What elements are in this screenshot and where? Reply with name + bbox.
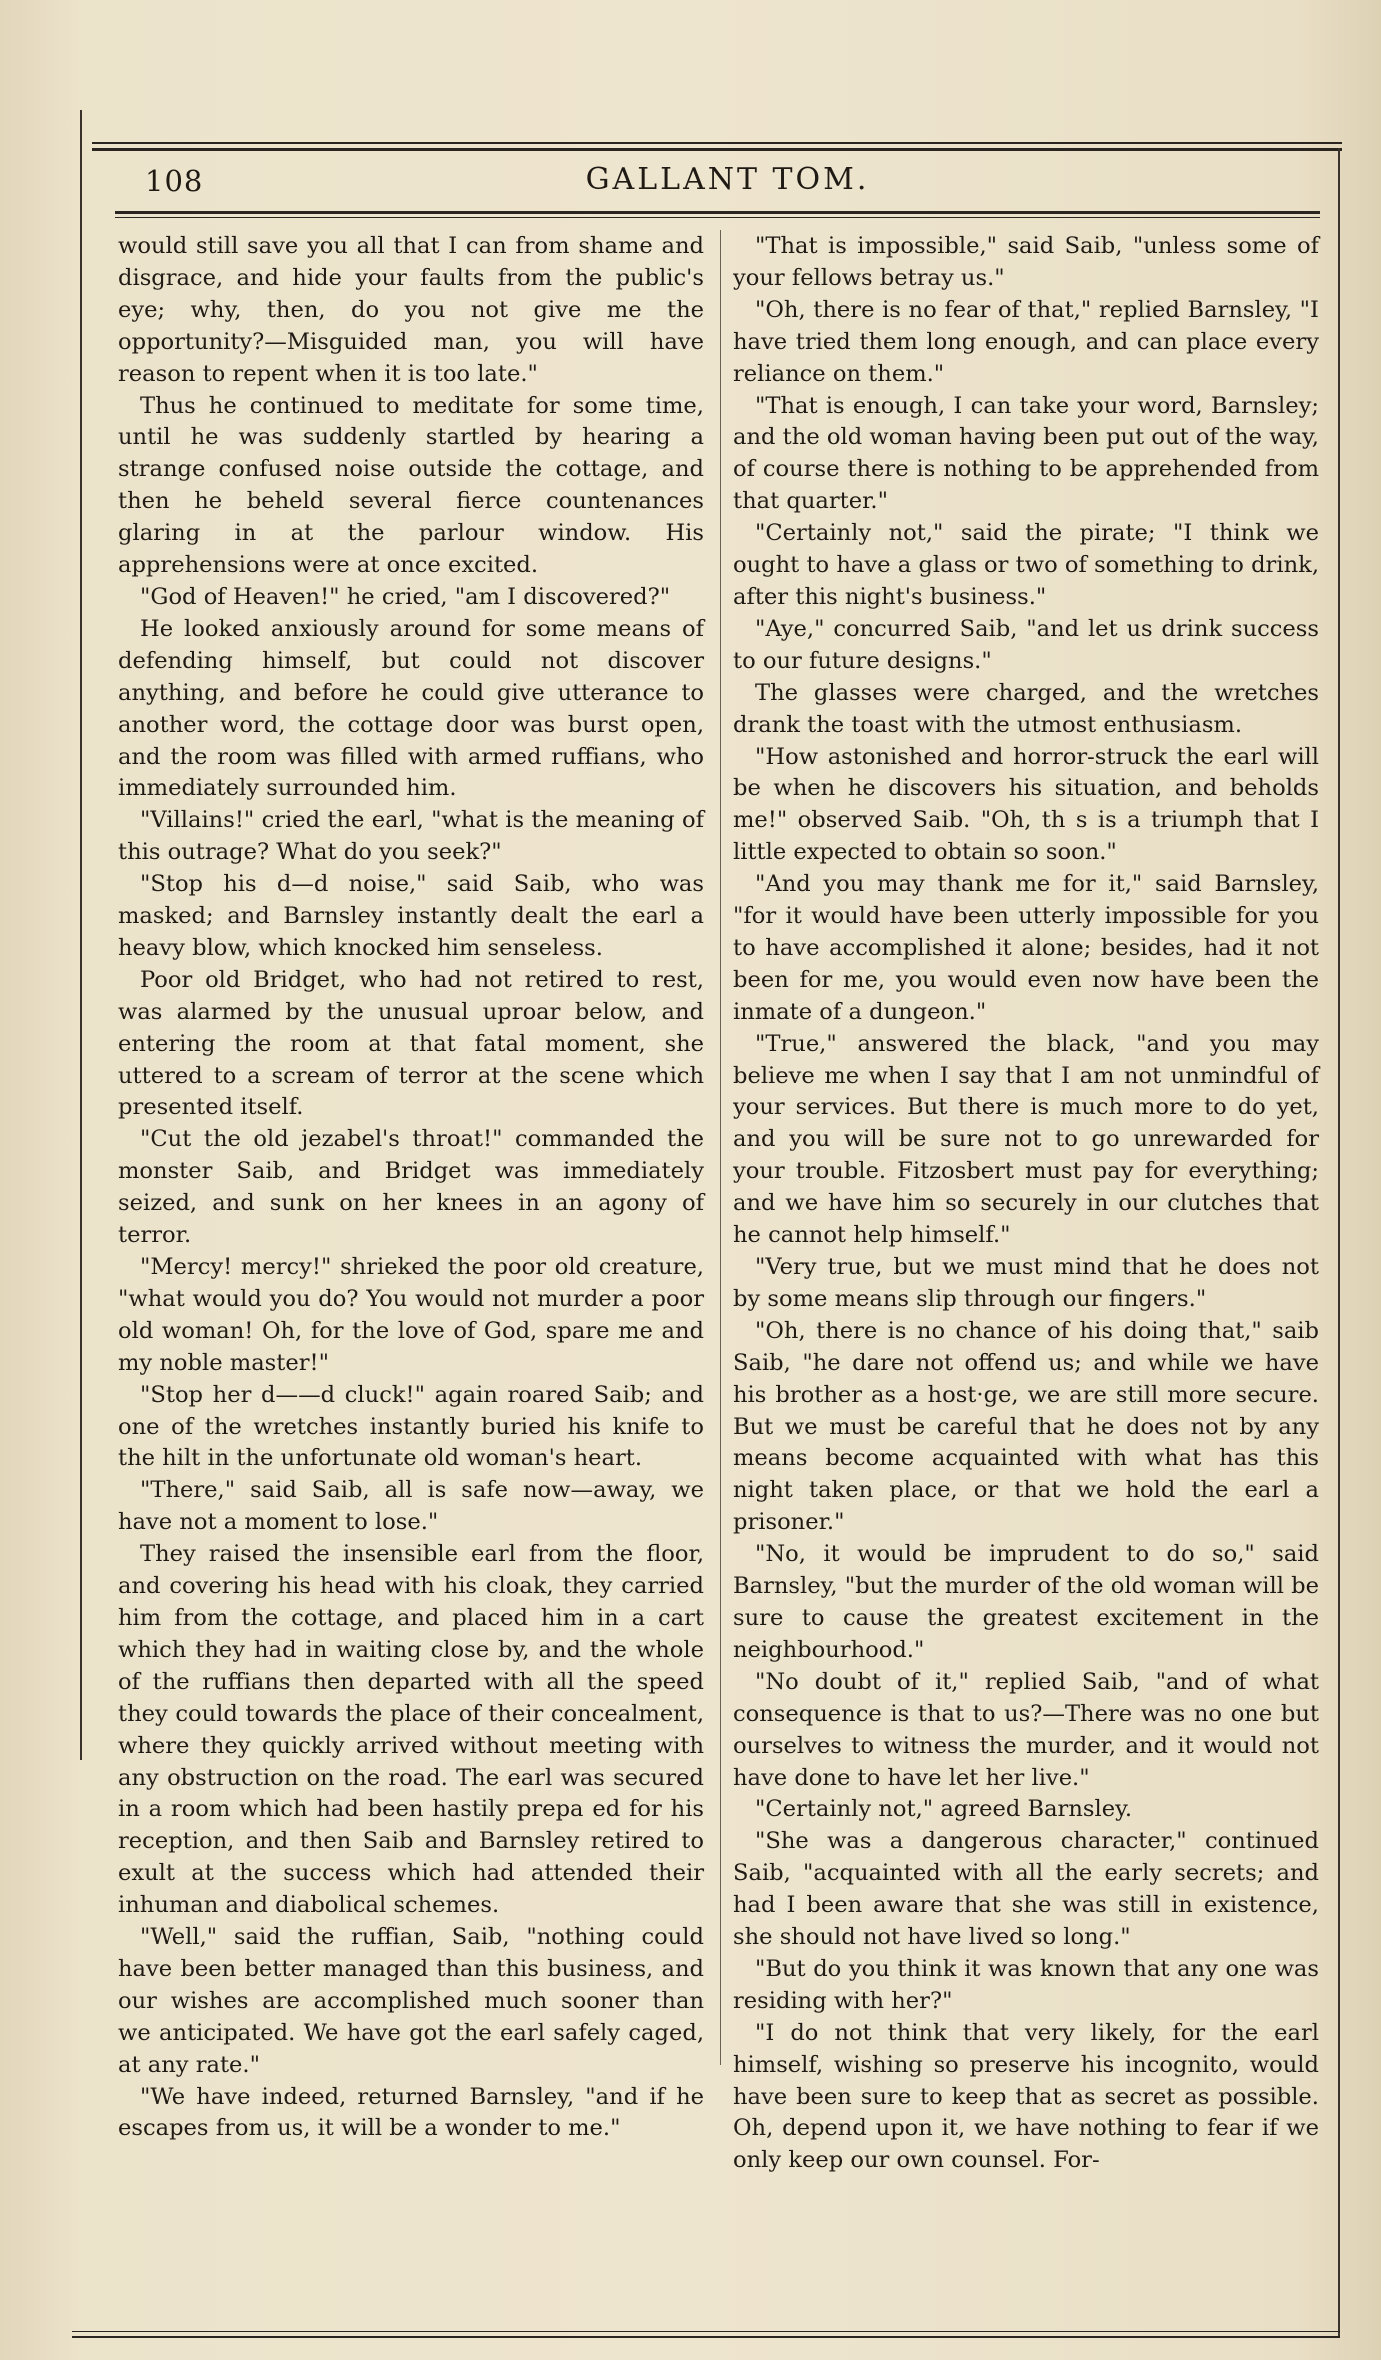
- paragraph: They raised the insensible earl from the floor, and covering his head with his cloak, they carried him from the cottage, and placed him in a cart which they had in waiting close by, and the whole of the ruffians then departed with all the speed they could towards the place of their concealment, where they quickly arrived without meeting with any obstruction on the road. The earl was secured in a room which had been hastily prepa ed for his reception, and then Saib and Barnsley retired to exult at the success which had attended their inhuman and diabolical schemes.: [118, 1541, 704, 1919]
- paragraph: "That is impossible," said Saib, "unless some of your fellows betray us.": [733, 233, 1319, 291]
- paragraph: "Oh, there is no chance of his doing that," saib Saib, "he dare not offend us; and while we have his brother as a host·ge, we are still more secure. But we must be careful that he does not by any means become acquainted with what has this night taken place, or that we hold the earl a prisoner.": [733, 1317, 1319, 1536]
- paragraph: "No doubt of it," replied Saib, "and of what consequence is that to us?—There was no one but ourselves to witness the murder, and it would not have done to have let her live.": [733, 1668, 1319, 1791]
- paragraph: "But do you think it was known that any one was residing with her?": [733, 1955, 1319, 2014]
- paragraph: "Stop his d—d noise," said Saib, who was masked; and Barnsley instantly dealt the earl a heavy blow, which knocked him senseless.: [118, 871, 704, 961]
- right-column: [733, 231, 1319, 2177]
- paragraph: "Villains!" cried the earl, "what is the meaning of this outrage? What do you seek?": [118, 807, 704, 866]
- left-column: [118, 231, 704, 2145]
- paragraph: Poor old Bridget, who had not retired to rest, was alarmed by the unusual uproar below, and entering the room at that fatal moment, she uttered to a scream of terror at the scene which presented itself.: [118, 966, 704, 1121]
- paragraph: would still save you all that I can from shame and disgrace, and hide your faults from the public's eye; why, then, do you not give me the opportunity?—Misguided man, you will have reason to repent when it is too late.": [118, 233, 704, 387]
- paragraph: "Stop her d——d cluck!" again roared Saib; and one of the wretches instantly buried his knife to the hilt in the unfortunate old woman's heart.: [118, 1381, 704, 1472]
- paragraph: "Mercy! mercy!" shrieked the poor old creature, "what would you do? You would not murder a poor old woman! Oh, for the love of God, spare me and my noble master!": [118, 1254, 704, 1376]
- paragraph: "And you may thank me for it," said Barnsley, "for it would have been utterly impossible for you to have accomplished it alone; besides, had it not been for me, you would even now have been the inmate of a dungeon.": [733, 871, 1319, 1025]
- paragraph: "No, it would be imprudent to do so," said Barnsley, "but the murder of the old woman will be sure to cause the greatest excitement in the neighbourhood.": [733, 1541, 1319, 1663]
- paragraph: "Certainly not," said the pirate; "I think we ought to have a glass or two of something to drink, after this night's business.": [733, 520, 1319, 610]
- paragraph: "Well," said the ruffian, Saib, "nothing could have been better managed than this business, and our wishes are accomplished much sooner than we anticipated. We have got the earl safely caged, at any rate.": [118, 1924, 704, 2078]
- paragraph: "Cut the old jezabel's throat!" commanded the monster Saib, and Bridget was immediately seized, and sunk on her knees in an agony of terror.: [118, 1126, 704, 1249]
- bottom-rule-thick: [72, 2336, 1340, 2338]
- paragraph: "There," said Saib, all is safe now—away, we have not a moment to lose.": [118, 1477, 704, 1536]
- paragraph: "Certainly not," agreed Barnsley.: [755, 1796, 1133, 1823]
- right-margin-rule: [1338, 148, 1340, 2338]
- left-margin-rule: [80, 110, 82, 1760]
- bottom-rule-thin: [72, 2331, 1340, 2332]
- running-title: GALLANT TOM.: [585, 162, 870, 197]
- paragraph: The glasses were charged, and the wretches drank the toast with the utmost enthusiasm.: [733, 679, 1319, 738]
- top-rule-thin: [92, 142, 1342, 144]
- paragraph: "Oh, there is no fear of that," replied Barnsley, "I have tried them long enough, and can place every reliance on them.": [733, 296, 1319, 387]
- paragraph: "Aye," concurred Saib, "and let us drink success to our future designs.": [733, 615, 1319, 674]
- header-rule-thin: [115, 217, 1320, 218]
- paragraph: "That is enough, I can take your word, Barnsley; and the old woman having been put out of the way, of course there is nothing to be apprehended from that quarter.": [733, 392, 1319, 515]
- paragraph: He looked anxiously around for some means of defending himself, but could not discover anything, and before he could give utterance to another word, the cottage door was burst open, and the room was filled with armed ruffians, who immediately surrounded him.: [118, 615, 704, 802]
- top-rule-thick: [92, 148, 1342, 151]
- paragraph: "True," answered the black, "and you may believe me when I say that I am not unmindful of your services. But there is much more to do yet, and you will be sure not to go unrewarded for your trouble. Fitzosbert must pay for everything; and we have him so securely in our clutches that he cannot help himself.": [733, 1030, 1319, 1249]
- paragraph: "We have indeed, returned Barnsley, "and if he escapes from us, it will be a wonder to me.": [118, 2083, 704, 2142]
- page-number: 108: [145, 164, 204, 198]
- page-header: [145, 162, 1310, 206]
- column-divider: [720, 230, 721, 2065]
- paragraph: "I do not think that very likely, for the earl himself, wishing so preserve his incognito, would have been sure to keep that as secret as possible. Oh, depend upon it, we have nothing to fear if we only keep our own counsel. For-: [733, 2019, 1319, 2174]
- paragraph: "She was a dangerous character," continued Saib, "acquainted with all the early secrets; and had I been aware that she was still in existence, she should not have lived so long.": [733, 1828, 1319, 1951]
- header-rule-thick: [115, 211, 1320, 214]
- paragraph: "How astonished and horror-struck the earl will be when he discovers his situation, and beholds me!" observed Saib. "Oh, th s is a triumph that I little expected to obtain so soon.": [733, 743, 1319, 866]
- paragraph: "Very true, but we must mind that he does not by some means slip through our fingers.": [733, 1254, 1319, 1312]
- paragraph: "God of Heaven!" he cried, "am I discovered?": [140, 583, 671, 610]
- paragraph: Thus he continued to meditate for some time, until he was suddenly startled by hearing a strange confused noise outside the cottage, and then he beheld several fierce countenances glaring in at the parlour window. His apprehensions were at once excited.: [118, 392, 704, 579]
